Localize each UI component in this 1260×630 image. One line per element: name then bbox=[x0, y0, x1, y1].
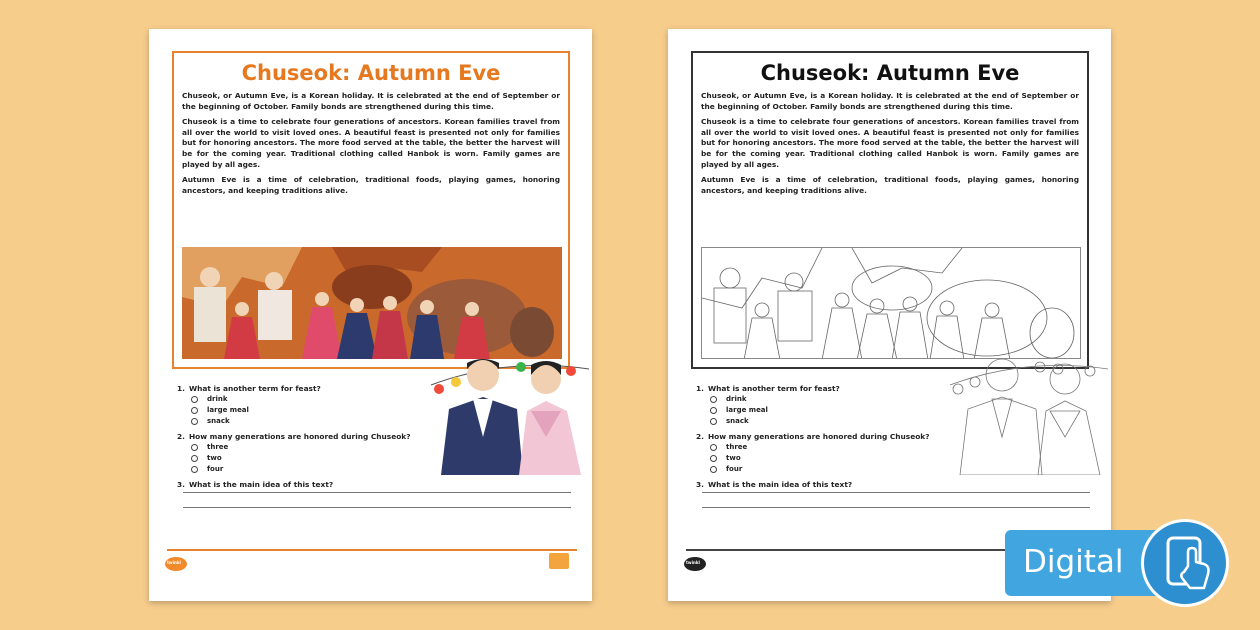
passage-box bbox=[691, 51, 1089, 369]
answer-line[interactable] bbox=[702, 492, 1090, 493]
option-1a[interactable]: drink bbox=[696, 394, 956, 405]
option-1c[interactable]: snack bbox=[177, 416, 437, 427]
option-1c[interactable]: snack bbox=[696, 416, 956, 427]
badge-icon bbox=[549, 553, 569, 569]
logo-text: twinkl bbox=[686, 560, 700, 565]
question-list bbox=[177, 379, 437, 490]
question-3: 3. What is the main idea of this text? bbox=[696, 480, 853, 489]
radio-button[interactable] bbox=[191, 444, 198, 451]
option-2b[interactable]: two bbox=[696, 453, 956, 464]
option-2b[interactable]: two bbox=[177, 453, 437, 464]
option-1a[interactable]: drink bbox=[177, 394, 437, 405]
question-2: 2. How many generations are honored during Chuseok? bbox=[696, 432, 930, 441]
option-1b[interactable]: large meal bbox=[177, 405, 437, 416]
option-2c[interactable]: four bbox=[177, 464, 437, 475]
hanbok-couple-illustration bbox=[421, 347, 591, 475]
option-2c[interactable]: four bbox=[696, 464, 956, 475]
footer-line bbox=[167, 549, 577, 551]
answer-line[interactable] bbox=[183, 492, 571, 493]
option-2a[interactable]: three bbox=[177, 442, 437, 453]
digital-label: Digital bbox=[1023, 544, 1124, 580]
paragraph-1: Chuseok, or Autumn Eve, is a Korean holiday. It is celebrated at the end of September or the beginning of October. Family bonds are strengthened during this time. bbox=[182, 91, 560, 111]
logo-text: twinkl bbox=[167, 560, 181, 565]
tablet-touch-icon bbox=[1141, 519, 1229, 607]
worksheet-color-version bbox=[149, 29, 592, 601]
chuseok-family-illustration bbox=[182, 247, 562, 359]
passage-box bbox=[172, 51, 570, 369]
worksheet-title: Chuseok: Autumn Eve bbox=[760, 61, 1020, 85]
question-1: 1. What is another term for feast? bbox=[696, 384, 840, 393]
radio-button[interactable] bbox=[191, 455, 198, 462]
worksheet-title: Chuseok: Autumn Eve bbox=[241, 61, 501, 85]
chuseok-family-line-art bbox=[701, 247, 1081, 359]
question-1: 1. What is another term for feast? bbox=[177, 384, 321, 393]
answer-line[interactable] bbox=[183, 507, 571, 508]
worksheet-bw-version bbox=[668, 29, 1111, 601]
radio-button[interactable] bbox=[710, 418, 717, 425]
radio-button[interactable] bbox=[710, 407, 717, 414]
paragraph-2: Chuseok is a time to celebrate four generations of ancestors. Korean families travel from all over the world to visit loved ones. A beautiful feast is presented not only for families but for honoring ancestors. The more food served at the table, the better the harvest will be for the coming year. Traditional clothing called Hanbok is worn. Family games are played by all ages. bbox=[701, 117, 1079, 169]
question-list bbox=[696, 379, 956, 490]
answer-line[interactable] bbox=[702, 507, 1090, 508]
radio-button[interactable] bbox=[710, 444, 717, 451]
option-2a[interactable]: three bbox=[696, 442, 956, 453]
radio-button[interactable] bbox=[191, 418, 198, 425]
radio-button[interactable] bbox=[191, 466, 198, 473]
radio-button[interactable] bbox=[710, 466, 717, 473]
radio-button[interactable] bbox=[191, 396, 198, 403]
question-3: 3. What is the main idea of this text? bbox=[177, 480, 334, 489]
hanbok-couple-line-art bbox=[940, 347, 1110, 475]
radio-button[interactable] bbox=[710, 455, 717, 462]
paragraph-2: Chuseok is a time to celebrate four generations of ancestors. Korean families travel from all over the world to visit loved ones. A beautiful feast is presented not only for families but for honoring ancestors. The more food served at the table, the better the harvest will be for the coming year. Traditional clothing called Hanbok is worn. Family games are played by all ages. bbox=[182, 117, 560, 169]
question-2: 2. How many generations are honored during Chuseok? bbox=[177, 432, 411, 441]
radio-button[interactable] bbox=[191, 407, 198, 414]
radio-button[interactable] bbox=[710, 396, 717, 403]
paragraph-3: Autumn Eve is a time of celebration, traditional foods, playing games, honoring ancestors, and keeping traditions alive. bbox=[701, 175, 1079, 195]
paragraph-3: Autumn Eve is a time of celebration, traditional foods, playing games, honoring ancestors, and keeping traditions alive. bbox=[182, 175, 560, 195]
paragraph-1: Chuseok, or Autumn Eve, is a Korean holiday. It is celebrated at the end of September or the beginning of October. Family bonds are strengthened during this time. bbox=[701, 91, 1079, 111]
option-1b[interactable]: large meal bbox=[696, 405, 956, 416]
